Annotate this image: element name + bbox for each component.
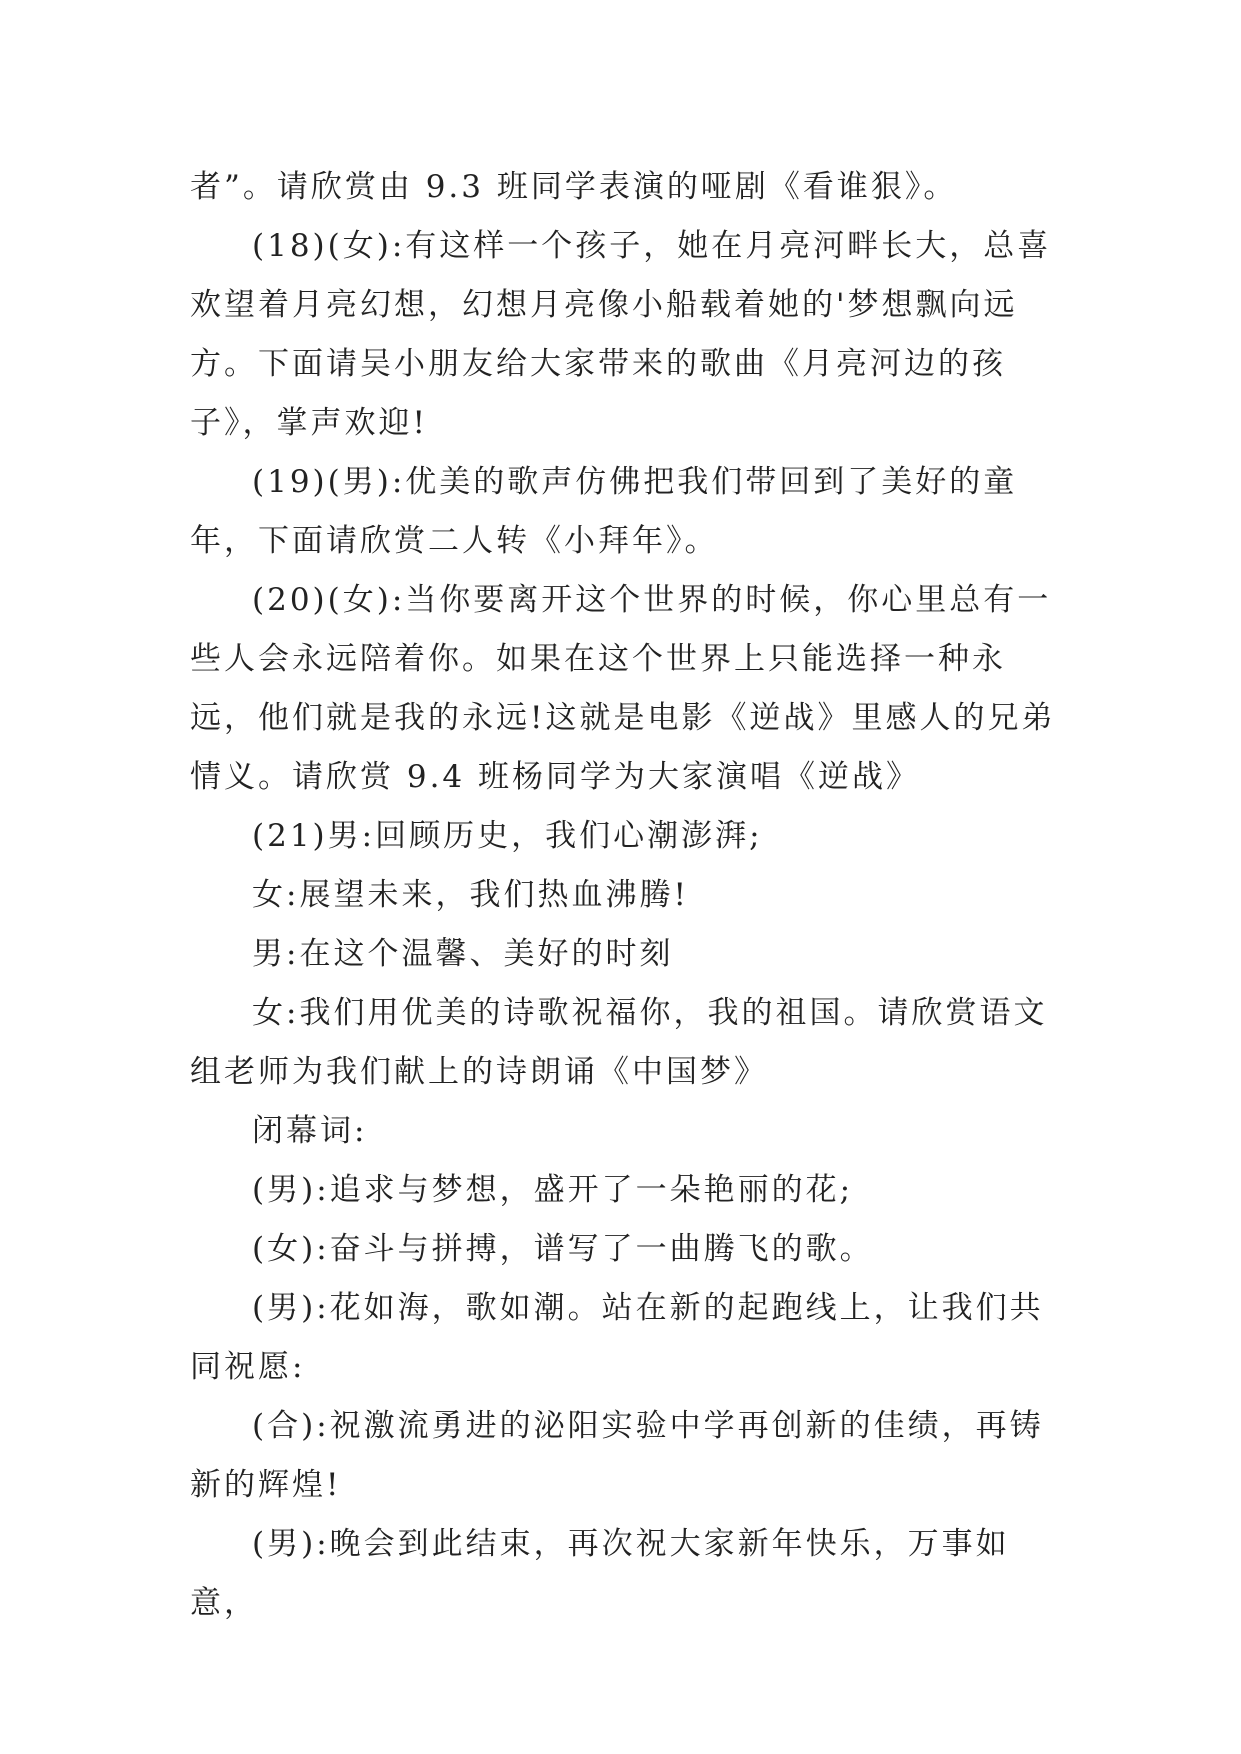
closing-heading: 闭幕词:	[252, 1113, 368, 1149]
paragraph: (18)(女):有这样一个孩子，她在月亮河畔长大，总喜欢望着月亮幻想，幻想月亮像小船载着她的'梦想飘向远方。下面请吴小朋友给大家带来的歌曲《月亮河边的孩子》，掌声欢迎!	[190, 228, 1052, 441]
paragraph: 者”。请欣赏由 9.3 班同学表演的哑剧《看谁狠》。	[190, 169, 958, 205]
paragraph: 女:我们用优美的诗歌祝福你，我的祖国。请欣赏语文组老师为我们献上的诗朗诵《中国梦》	[190, 995, 1048, 1090]
paragraph: (19)(男):优美的歌声仿佛把我们带回到了美好的童年，下面请欣赏二人转《小拜年》。	[190, 464, 1018, 559]
document-body	[190, 158, 1070, 1633]
paragraph: 男:在这个温馨、美好的时刻	[252, 936, 674, 972]
paragraph: (男):花如海，歌如潮。站在新的起跑线上，让我们共同祝愿:	[190, 1290, 1044, 1385]
paragraph: (20)(女):当你要离开这个世界的时候，你心里总有一些人会永远陪着你。如果在这个世界上只能选择一种永远，他们就是我的永远!这就是电影《逆战》里感人的兄弟情义。请欣赏 9.4 班杨同学为大家演唱《逆战》	[190, 582, 1056, 795]
paragraph: (男):追求与梦想，盛开了一朵艳丽的花;	[252, 1172, 854, 1208]
paragraph: 女:展望未来，我们热血沸腾!	[252, 877, 689, 913]
paragraph: (女):奋斗与拼搏，谱写了一曲腾飞的歌。	[252, 1231, 874, 1267]
paragraph: (合):祝激流勇进的泌阳实验中学再创新的佳绩，再铸新的辉煌!	[190, 1408, 1044, 1503]
paragraph: (21)男:回顾历史，我们心潮澎湃;	[252, 818, 763, 854]
paragraph: (男):晚会到此结束，再次祝大家新年快乐，万事如意，	[190, 1526, 1010, 1621]
